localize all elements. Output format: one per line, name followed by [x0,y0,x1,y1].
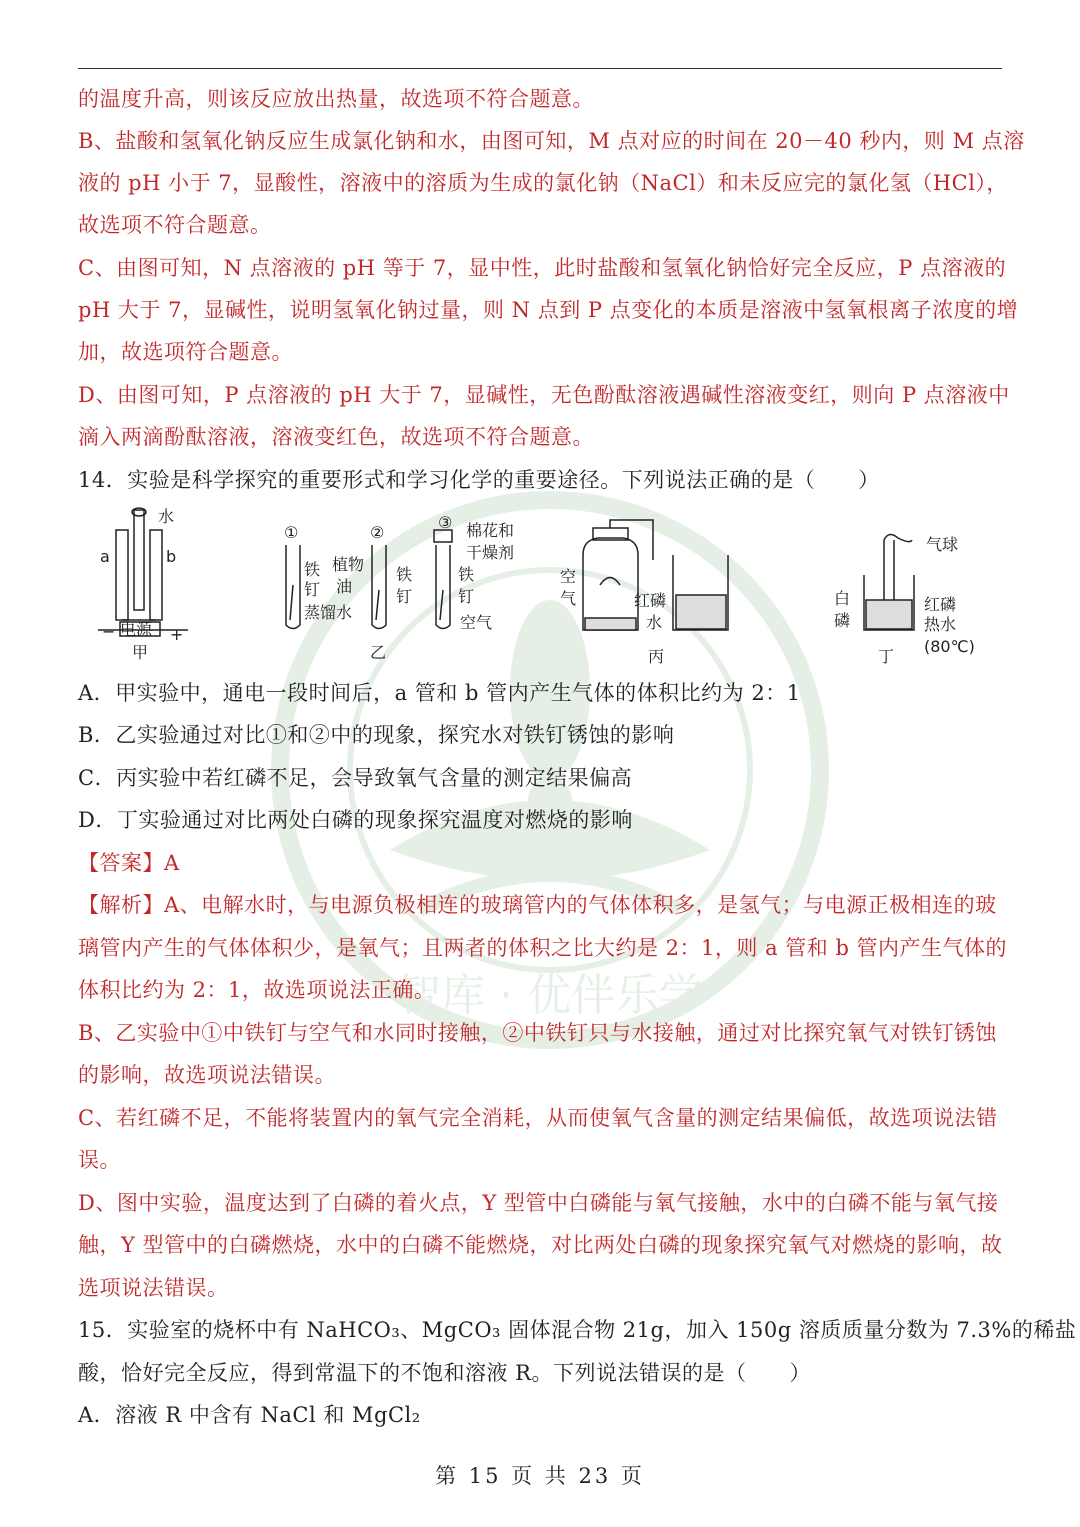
jia-plus-label: + [170,625,184,644]
analysis-line: 触，Y 型管中的白磷燃烧，水中的白磷不能燃烧，对比两处白磷的现象探究氧气对燃烧的影响，故 [78,1233,1003,1257]
ding-balloon: 气球 [926,535,959,554]
yi-plant2: 油 [336,577,353,596]
option-a: A．甲实验中，通电一段时间后，a 管和 b 管内产生气体的体积比约为 2：1 [78,681,801,705]
analysis-line: 选项说法错误。 [78,1276,229,1300]
yi-ding2: 钉 [396,587,413,606]
text-line: C、由图可知，N 点溶液的 pH 等于 7，显中性，此时盐酸和氢氧化钠恰好完全反应，P 点溶液的 [78,256,1007,280]
analysis-line: 【解析】A、电解水时，与电源负极相连的玻璃管内的气体体积多，是氢气；与电源正极相连的玻 [78,893,997,917]
experiment-figure [78,500,1002,675]
analysis-line: B、乙实验中①中铁钉与空气和水同时接触，②中铁钉只与水接触，通过对比探究氧气对铁钉锈蚀 [78,1021,997,1045]
analysis-line: 的影响，故选项说法错误。 [78,1063,336,1087]
yi-air: 空气 [460,613,493,632]
question-15-stem: 酸，恰好完全反应，得到常温下的不饱和溶液 R。下列说法错误的是（ ） [78,1361,811,1385]
ding-caption: 丁 [878,647,895,666]
text-line: D、由图可知，P 点溶液的 pH 大于 7，显碱性，无色酚酞溶液遇碱性溶液变红，则向 P 点溶液中 [78,383,1010,407]
ding-reshui: 热水 [924,615,957,634]
ding-bai: 白 [834,589,851,608]
analysis-line: D、图中实验，温度达到了白磷的着火点，Y 型管中白磷能与氧气接触，水中的白磷不能与氧气接 [78,1191,999,1215]
yi-num-3: ③ [438,513,453,532]
jia-water-label: 水 [158,507,175,526]
ding-temp: (80℃) [924,637,975,656]
yi-cotton2: 干燥剂 [466,543,515,562]
analysis-line: 璃管内产生的气体体积少，是氧气；且两者的体积之比大约是 2：1，则 a 管和 b 管内产生气体的 [78,936,1008,960]
text-line: B、盐酸和氢氧化钠反应生成氯化钠和水，由图可知，M 点对应的时间在 20－40 秒内，则 M 点溶 [78,129,1025,153]
option-c: C．丙实验中若红磷不足，会导致氧气含量的测定结果偏高 [78,766,633,790]
jia-power-label: 电源 [120,620,153,639]
text-line: 加，故选项符合题意。 [78,340,293,364]
analysis-line: C、若红磷不足，不能将装置内的氧气完全消耗，从而使氧气含量的测定结果偏低，故选项说法错 [78,1106,998,1130]
page-footer: 第 15 页 共 23 页 [435,1464,645,1488]
yi-ding3: 钉 [458,587,475,606]
jia-minus-label: − [102,622,116,641]
ding-honglin: 红磷 [924,595,957,614]
question-15-stem: 15．实验室的烧杯中有 NaHCO₃、MgCO₃ 固体混合物 21g，加入 150g 溶质质量分数为 7.3%的稀盐 [78,1318,1077,1342]
yi-num-2: ② [370,523,385,542]
yi-caption: 乙 [370,643,387,662]
apparatus-ding [864,534,914,630]
yi-cotton1: 棉花和 [466,521,515,540]
jia-a-label: a [100,547,110,566]
jia-b-label: b [166,547,177,566]
yi-num-1: ① [284,523,299,542]
text-line: 故选项不符合题意。 [78,213,272,237]
jia-caption: 甲 [132,643,149,662]
bing-kong: 空 [560,567,577,586]
option-d: D．丁实验通过对比两处白磷的现象探究温度对燃烧的影响 [78,808,633,832]
bing-shui: 水 [646,613,663,632]
yi-plant1: 植物 [332,555,365,574]
analysis-line: 体积比约为 2：1，故选项说法正确。 [78,978,436,1002]
yi-ding1: 钉 [304,580,321,599]
bing-caption: 丙 [648,647,665,666]
apparatus-jia [98,508,188,636]
ding-lin: 磷 [834,611,851,630]
yi-distilled: 蒸馏水 [304,603,353,622]
text-line: 液的 pH 小于 7，显酸性，溶液中的溶质为生成的氯化钠（NaCl）和未反应完的氯化氢（HCl）， [78,171,1008,195]
question-15-option-a: A．溶液 R 中含有 NaCl 和 MgCl₂ [78,1403,421,1427]
yi-tie1: 铁 [304,560,321,579]
header-rule [78,68,1002,69]
text-line: 滴入两滴酚酞溶液，溶液变红色，故选项不符合题意。 [78,425,594,449]
text-line: 的温度升高，则该反应放出热量，故选项不符合题意。 [78,87,594,111]
bing-qi: 气 [560,589,577,608]
text-line: pH 大于 7，显碱性，说明氢氧化钠过量，则 N 点到 P 点变化的本质是溶液中氢氧根离子浓度的增 [78,298,1019,322]
analysis-line: 误。 [78,1148,121,1172]
bing-honglin: 红磷 [634,591,667,610]
question-14-stem: 14．实验是科学探究的重要形式和学习化学的重要途径。下列说法正确的是（ ） [78,468,880,492]
yi-tie2: 铁 [396,565,413,584]
watermark-bottom-text: 智库 · 优伴乐学 [397,970,703,1021]
yi-tie3: 铁 [458,565,475,584]
option-b: B．乙实验通过对比①和②中的现象，探究水对铁钉锈蚀的影响 [78,723,675,747]
answer-label: 【答案】A [78,851,180,875]
